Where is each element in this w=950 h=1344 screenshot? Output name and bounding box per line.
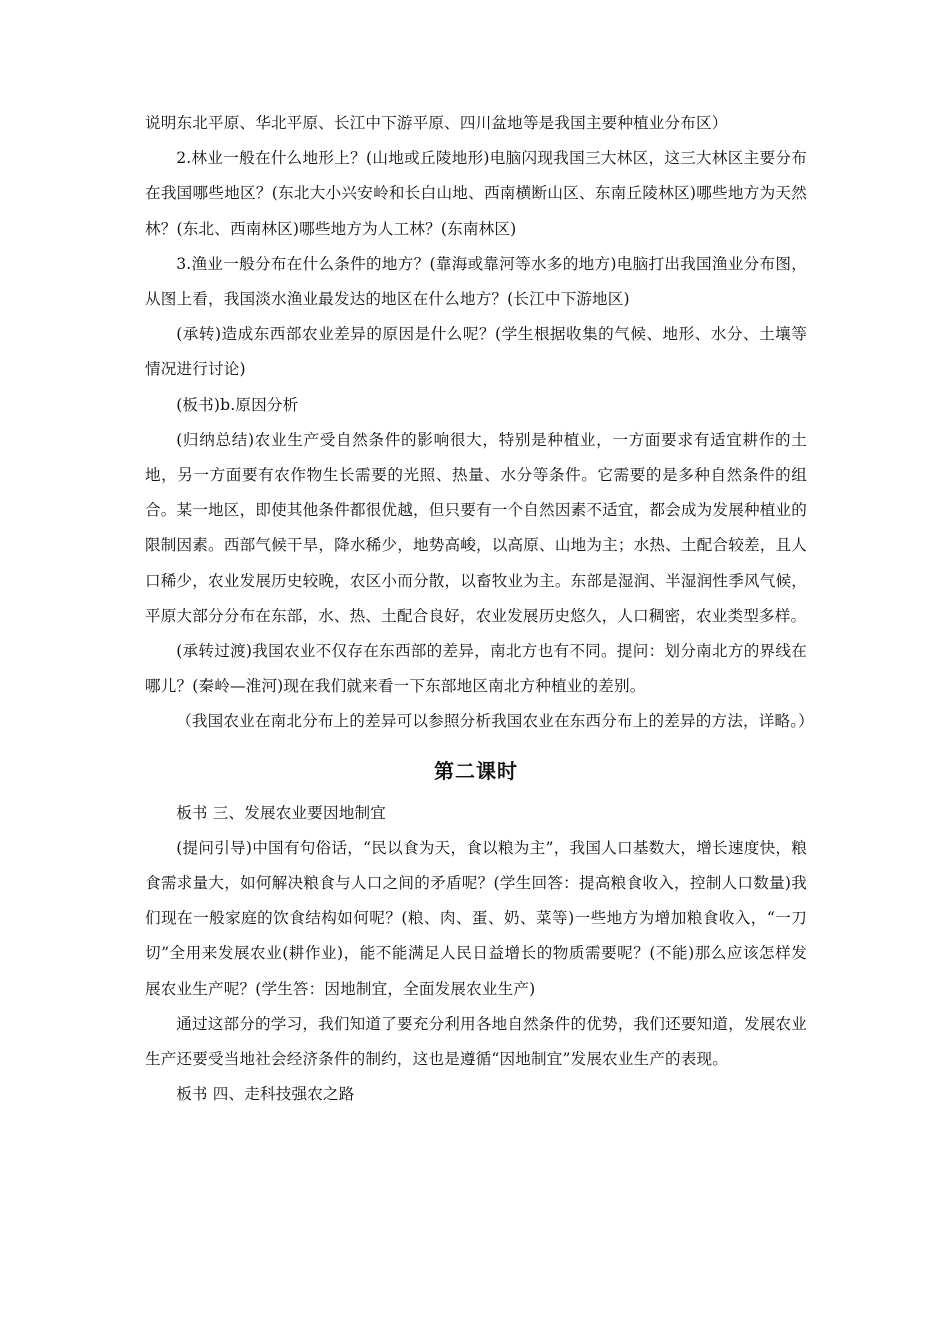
paragraph-board-three: 板书 三、发展农业要因地制宜 — [176, 803, 386, 822]
paragraph-transition-cause: (承转)造成东西部农业差异的原因是什么呢？(学生根据收集的气候、地形、水分、土壤等情况进行讨论) — [145, 325, 807, 379]
paragraph-conclusion: 通过这部分的学习，我们知道了要充分利用各地自然条件的优势，我们还要知道，发展农业生产还要受当地社会经济条件的制约，这也是遵循“因地制宜”发展农业生产的表现。 — [145, 1014, 807, 1069]
paragraph-fishery: 3.渔业一般分布在什么条件的地方？(靠海或靠河等水多的地方)电脑打出我国渔业分布图，从图上看，我国淡水渔业最发达的地区在什么地方？(长江中下游地区) — [145, 254, 807, 309]
section-title: 第二课时 — [434, 758, 518, 783]
paragraph-board-cause-analysis: (板书)b.原因分析 — [176, 395, 299, 414]
paragraph-planting-areas: 说明东北平原、华北平原、长江中下游平原、四川盆地等是我国主要种植业分布区） — [145, 114, 728, 132]
paragraph-forestry: 2.林业一般在什么地形上？(山地或丘陵地形)电脑闪现我国三大林区，这三大林区主要分布在我国哪些地区？(东北大小兴安岭和长白山地、西南横断山区、东南丘陵林区)哪些地方为天然林？(东北、西南林区)哪些地方为人工林？(东南林区) — [145, 149, 807, 238]
paragraph-north-south: (承转过渡)我国农业不仅存在东西部的差异，南北方也有不同。提问：划分南北方的界线在哪儿？(秦岭—淮河)现在我们就来看一下东部地区南北方种植业的差别。 — [145, 642, 807, 696]
paragraph-summary: (归纳总结)农业生产受自然条件的影响很大，特别是种植业，一方面要求有适宜耕作的土地，另一方面要有农作物生长需要的光照、热量、水分等条件。它需要的是多种自然条件的组合。某一地区，即使其他条件都很优越，但只要有一个自然因素不适宜，都会成为发展种植业的限制因素。西部气候干旱，降水稀少，地势高峻，以高原、山地为主；水热、土配合较差，且人口稀少，农业发展历史较晚，农区小而分散，以畜牧业为主。东部是湿润、半湿润性季风气候，平原大部分分布在东部，水、热、土配合良好，农业发展历史悠久，人口稠密，农业类型多样。 — [145, 430, 807, 625]
document-page — [145, 106, 814, 1112]
paragraph-question-guide: (提问引导)中国有句俗话，“民以食为天，食以粮为主”，我国人口基数大，增长速度快，粮食需求量大，如何解决粮食与人口之间的矛盾呢？(学生回答：提高粮食收入，控制人口数量)我们现在一般家庭的饮食结构如何呢？(粮、肉、蛋、奶、菜等)一些地方为增加粮食收入，“一刀切”全用来发展农业(耕作业)，能不能满足人民日益增长的物质需要呢？(不能)那么应该怎样发展农业生产呢？(学生答：因地制宜，全面发展农业生产) — [145, 838, 807, 998]
paragraph-board-four: 板书 四、走科技强农之路 — [176, 1085, 355, 1104]
paragraph-note: （我国农业在南北分布上的差异可以参照分析我国农业在东西分布上的差异的方法，详略。） — [176, 712, 814, 731]
